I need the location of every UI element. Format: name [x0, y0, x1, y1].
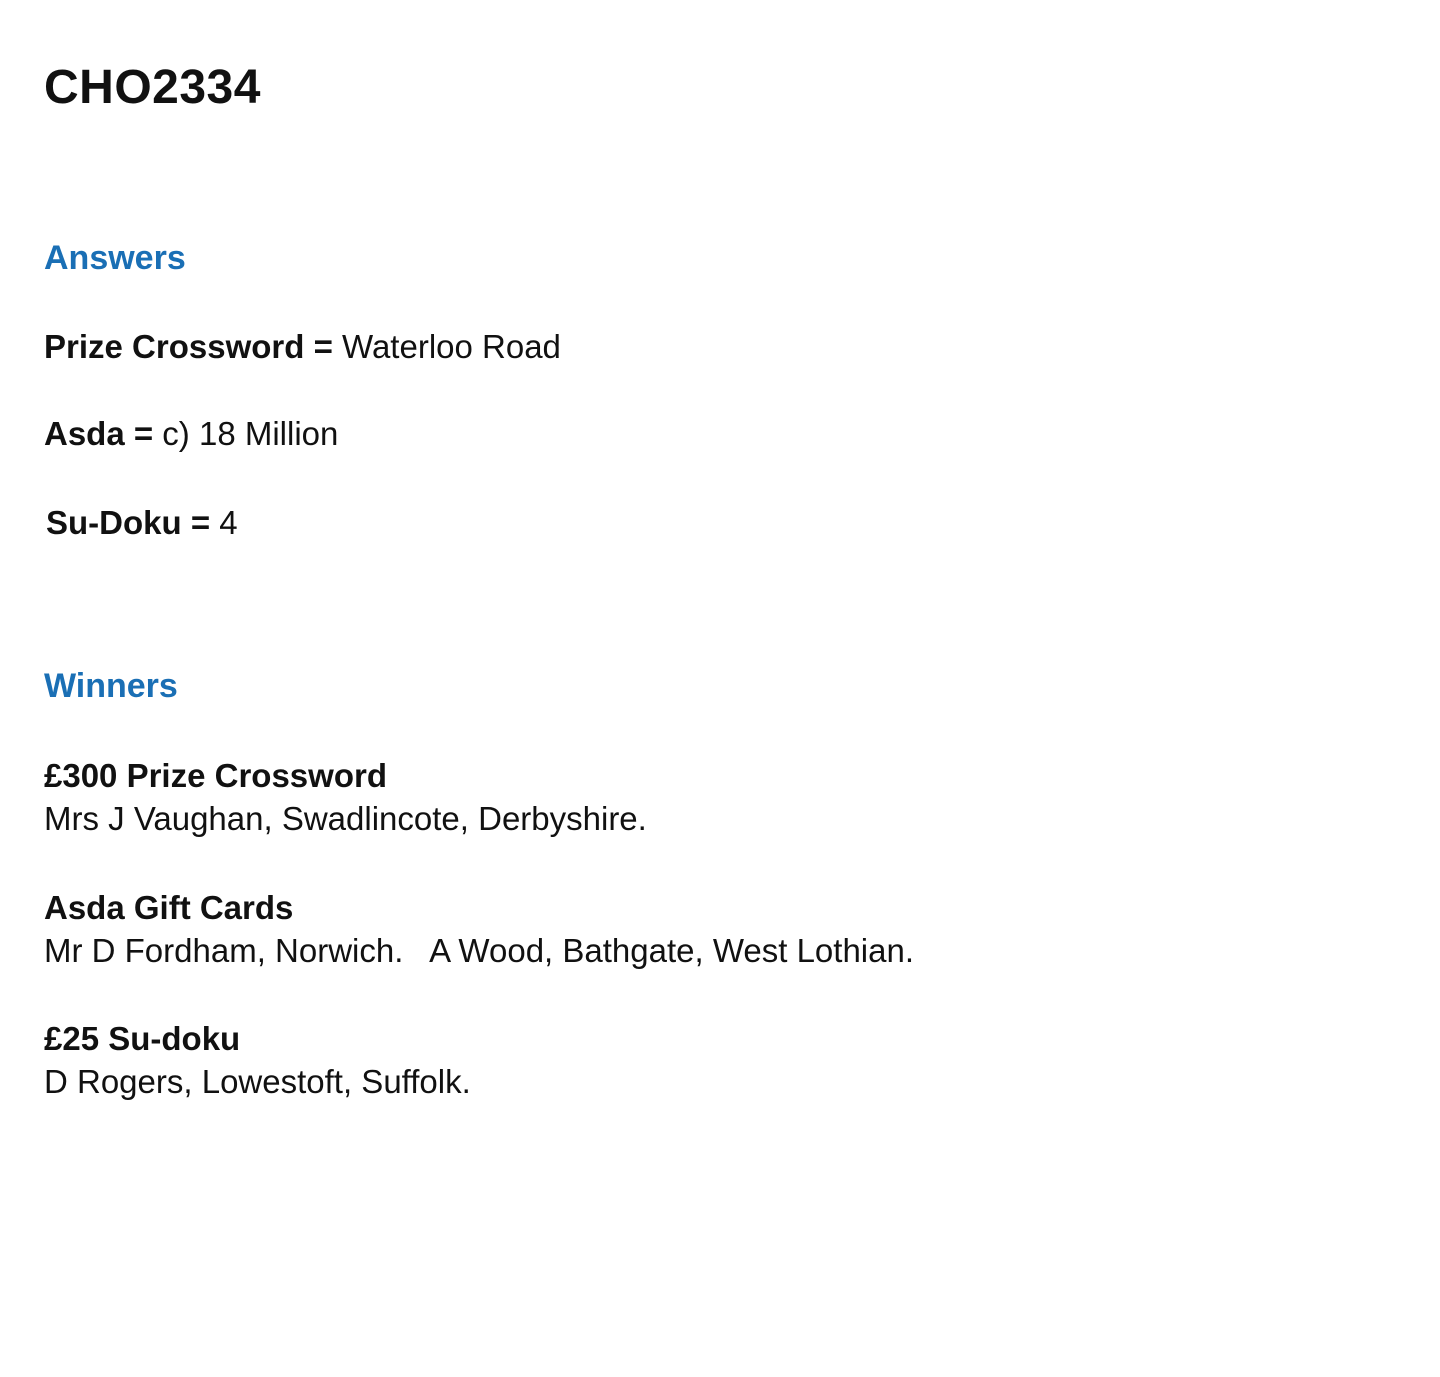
document-code-title: CHO2334 [44, 61, 261, 114]
answer-sudoku [46, 505, 238, 541]
winner-prize-title: Asda Gift Cards [44, 889, 294, 926]
winner-names: D Rogers, Lowestoft, Suffolk. [44, 1063, 471, 1100]
winner-prize-title: £300 Prize Crossword [44, 757, 387, 794]
answer-value: 4 [210, 504, 238, 541]
answer-label: Prize Crossword = [44, 328, 333, 365]
answer-prize-crossword [44, 329, 561, 365]
winner-asda-gift-cards [44, 886, 914, 972]
answers-heading: Answers [44, 239, 186, 277]
winner-prize-title: £25 Su-doku [44, 1020, 241, 1057]
answer-label: Su-Doku = [46, 504, 211, 541]
winner-names: Mrs J Vaughan, Swadlincote, Derbyshire. [44, 800, 647, 837]
winner-sudoku [44, 1017, 471, 1103]
winners-heading: Winners [44, 667, 178, 705]
winner-names: Mr D Fordham, Norwich. A Wood, Bathgate, West Lothian. [44, 932, 915, 969]
answer-value: c) 18 Million [153, 415, 339, 452]
answer-label: Asda = [44, 415, 154, 452]
winner-prize-crossword [44, 754, 647, 840]
answer-asda [44, 416, 338, 452]
answer-value: Waterloo Road [332, 328, 561, 365]
